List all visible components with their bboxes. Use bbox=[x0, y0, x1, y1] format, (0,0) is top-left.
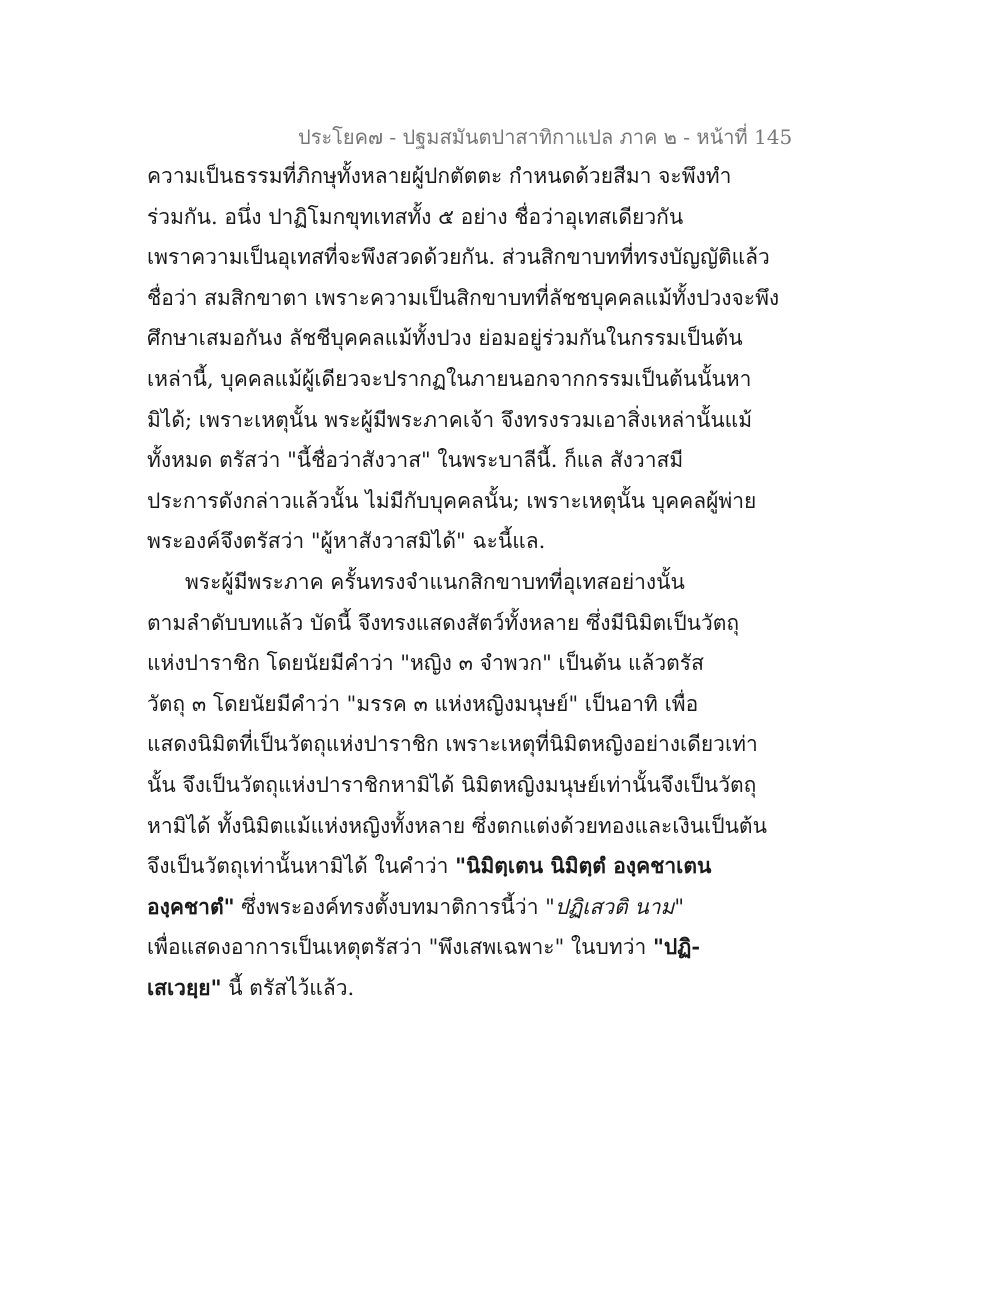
text-line: แห่งปาราชิก โดยนัยมีคำว่า "หญิง ๓ จำพวก" เป็นต้น แล้วตรัส bbox=[147, 651, 704, 676]
text-line: แสดงนิมิตที่เป็นวัตถุแห่งปาราชิก เพราะเหตุที่นิมิตหญิงอย่างเดียวเท่า bbox=[147, 732, 758, 757]
text-line bbox=[147, 887, 737, 928]
text-line bbox=[147, 846, 737, 887]
text-line: ตามลำดับบทแล้ว บัดนี้ จึงทรงแสดงสัตว์ทั้งหลาย ซึ่งมีนิมิตเป็นวัตถุ bbox=[147, 610, 740, 635]
text-line: ประการดังกล่าวแล้วนั้น ไม่มีกับบุคคลนั้น; เพราะเหตุนั้น บุคคลผู้พ่าย bbox=[147, 488, 757, 513]
paragraph-start-line: พระผู้มีพระภาค ครั้นทรงจำแนกสิกขาบทที่อุเทสอย่างนั้น bbox=[185, 569, 685, 594]
pali-term-italic: "ปฏิเสวติ นาม" bbox=[545, 894, 685, 919]
pali-term-bold: "ปฏิ- bbox=[652, 934, 701, 960]
text-line: ความเป็นธรรมที่ภิกษุทั้งหลายผู้ปกตัตตะ กำหนดด้วยสีมา จะพึงทำ bbox=[147, 164, 732, 188]
line-segment: เพื่อแสดงอาการเป็นเหตุตรัสว่า "พึงเสพเฉพาะ" ในบทว่า bbox=[147, 935, 653, 960]
pali-term-bold: องฺคชาตํ" bbox=[147, 893, 235, 919]
text-line: วัตถุ ๓ โดยนัยมีคำว่า "มรรค ๓ แห่งหญิงมนุษย์" เป็นอาทิ เพื่อ bbox=[147, 691, 699, 716]
line-segment: นี้ ตรัสไว้แล้ว. bbox=[221, 975, 355, 1000]
body-text bbox=[147, 156, 780, 1008]
text-line: มิได้; เพราะเหตุนั้น พระผู้มีพระภาคเจ้า จึงทรงรวมเอาสิ่งเหล่านั้นแม้ bbox=[147, 407, 753, 432]
text-line: หามิได้ ทั้งนิมิตแม้แห่งหญิงทั้งหลาย ซึ่งตกแต่งด้วยทองและเงินเป็นต้น bbox=[147, 813, 767, 838]
text-line: ศึกษาเสมอกันง ลัชชีบุคคลแม้ทั้งปวง ย่อมอยู่ร่วมกันในกรรมเป็นต้น bbox=[147, 326, 743, 351]
line-segment: ซึ่งพระองค์ทรงตั้งบทมาติการนี้ว่า bbox=[234, 894, 546, 919]
text-line: เหล่านี้, บุคคลแม้ผู้เดียวจะปรากฏในภายนอกจากกรรมเป็นต้นนั้นหา bbox=[147, 366, 752, 391]
line-segment: จึงเป็นวัตถุเท่านั้นหามิได้ ในคำว่า bbox=[147, 854, 456, 879]
text-line: พระองค์จึงตรัสว่า "ผู้หาสังวาสมิได้" ฉะนี้แล. bbox=[147, 529, 546, 554]
text-line bbox=[147, 968, 737, 1009]
pali-term-bold: "นิมิตฺเตน นิมิตฺตํ องฺคชาเตน bbox=[455, 853, 712, 879]
text-line: ทั้งหมด ตรัสว่า "นี้ชื่อว่าสังวาส" ในพระบาลีนี้. ก็แล สังวาสมี bbox=[147, 448, 684, 473]
text-line: นั้น จึงเป็นวัตถุแห่งปาราชิกหามิได้ นิมิตหญิงมนุษย์เท่านั้นจึงเป็นวัตถุ bbox=[147, 772, 757, 797]
text-line: เพราความเป็นอุเทสที่จะพึงสวดด้วยกัน. ส่วนสิกขาบทที่ทรงบัญญัติแล้ว bbox=[147, 245, 770, 270]
text-line: ชื่อว่า สมสิกขาตา เพราะความเป็นสิกขาบทที่ลัชชบุคคลแม้ทั้งปวงจะพึง bbox=[147, 285, 780, 310]
pali-term-bold: เสเวยฺย" bbox=[147, 974, 222, 1000]
page-header: ประโยค๗ - ปฐมสมันตปาสาทิกาแปล ภาค ๒ - หน้าที่ 145 bbox=[298, 125, 793, 149]
text-line: ร่วมกัน. อนึ่ง ปาฏิโมกขุทเทสทั้ง ๕ อย่าง ชื่อว่าอุเทสเดียวกัน bbox=[147, 204, 684, 229]
text-line bbox=[147, 927, 737, 968]
